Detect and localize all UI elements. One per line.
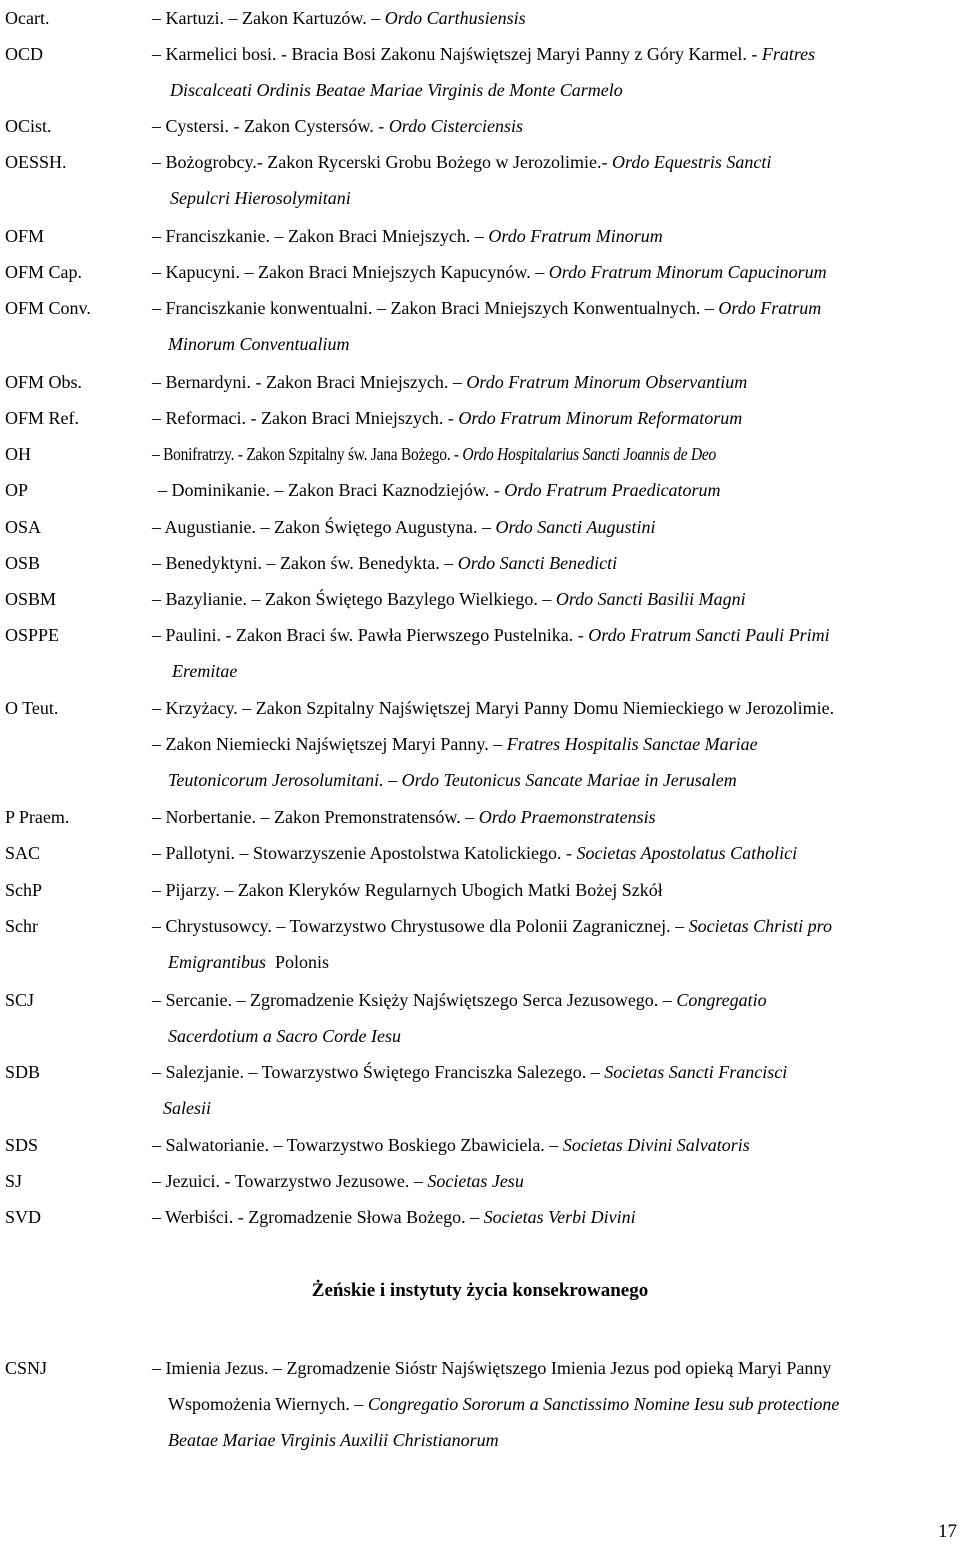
entry-abbreviation: OFM xyxy=(5,226,45,246)
entry-description-line xyxy=(168,1422,499,1458)
entry-description-line xyxy=(168,944,329,980)
polish-text: – Krzyżacy. – Zakon Szpitalny Najświętszej Maryi Panny Domu Niemieckiego w Jerozolimie. xyxy=(152,698,835,718)
entry-abbreviation: OSPPE xyxy=(5,625,60,645)
entry-description-line xyxy=(152,872,663,908)
polish-text: – Kartuzi. – Zakon Kartuzów. – xyxy=(152,8,385,28)
entry-abbreviation: SchP xyxy=(5,880,43,900)
polish-text: – Bernardyni. - Zakon Braci Mniejszych. – xyxy=(152,372,467,392)
polish-text: – Salwatorianie. – Towarzystwo Boskiego Zbawiciela. – xyxy=(152,1135,563,1155)
latin-name: Ordo Fratrum Sancti Pauli Primi xyxy=(588,625,830,645)
entry-row xyxy=(0,835,960,871)
entry-abbreviation: O Teut. xyxy=(5,698,59,718)
latin-name: Societas Christi pro xyxy=(688,916,833,936)
latin-name: Ordo Sancti Basilii Magni xyxy=(555,589,746,609)
entry-row xyxy=(0,1199,960,1235)
latin-name: Societas Jesu xyxy=(427,1171,524,1191)
polish-text-tail: Polonis xyxy=(266,952,330,972)
entry-row xyxy=(0,472,960,508)
latin-name: Minorum Conventualium xyxy=(168,334,350,354)
entry-row xyxy=(0,982,960,1046)
latin-name: Societas Divini Salvatoris xyxy=(562,1135,750,1155)
entry-row xyxy=(0,400,960,436)
polish-text: Wspomożenia Wiernych. – xyxy=(168,1394,368,1414)
entry-row xyxy=(0,617,960,681)
entry-description-line xyxy=(152,1199,636,1235)
entry-description-line xyxy=(152,1163,524,1199)
entry-abbreviation: OCD xyxy=(5,44,44,64)
latin-name: Discalceati Ordinis Beatae Mariae Virginis de Monte Carmelo xyxy=(170,80,623,100)
latin-name: Societas Verbi Divini xyxy=(483,1207,636,1227)
entry-description-line xyxy=(168,1386,839,1422)
latin-name: Ordo Carthusiensis xyxy=(384,8,526,28)
entry-description-line xyxy=(172,653,237,689)
entry-description-line xyxy=(152,1350,831,1386)
latin-name: Ordo Praemonstratensis xyxy=(478,807,656,827)
polish-text: – Benedyktyni. – Zakon św. Benedykta. – xyxy=(152,553,458,573)
entry-abbreviation: Schr xyxy=(5,916,38,936)
entry-description-line xyxy=(152,436,716,472)
entry-abbreviation: SJ xyxy=(5,1171,23,1191)
latin-name: Fratres xyxy=(761,44,816,64)
latin-name: Eremitae xyxy=(172,661,238,681)
entry-description-line xyxy=(170,72,623,108)
entry-abbreviation: OFM Ref. xyxy=(5,408,80,428)
latin-name: Emigrantibus xyxy=(168,952,267,972)
polish-text: – Werbiści. - Zgromadzenie Słowa Bożego. – xyxy=(152,1207,484,1227)
entry-abbreviation: SAC xyxy=(5,843,41,863)
entry-description-line xyxy=(152,1054,787,1090)
entry-row xyxy=(0,36,960,100)
polish-text: – Imienia Jezus. – Zgromadzenie Sióstr Najświętszego Imienia Jezus pod opieką Maryi Panny xyxy=(152,1358,832,1378)
latin-name: Ordo Fratrum Praedicatorum xyxy=(504,480,721,500)
entry-row xyxy=(0,144,960,208)
latin-name: Ordo Fratrum xyxy=(718,298,822,318)
entry-description-line xyxy=(152,218,663,254)
entry-description-line xyxy=(152,364,747,400)
latin-name: Congregatio Sororum a Sanctissimo Nomine Iesu sub protectione xyxy=(367,1394,840,1414)
polish-text: – Paulini. - Zakon Braci św. Pawła Pierwszego Pustelnika. - xyxy=(152,625,589,645)
entry-row xyxy=(0,364,960,400)
latin-name: Societas Apostolatus Catholici xyxy=(576,843,798,863)
entry-description-line xyxy=(152,108,523,144)
entry-row xyxy=(0,799,960,835)
entry-description-line xyxy=(152,545,617,581)
polish-text: – Franciszkanie konwentualni. – Zakon Braci Mniejszych Konwentualnych. – xyxy=(152,298,719,318)
polish-text: – Salezjanie. – Towarzystwo Świętego Franciszka Salezego. – xyxy=(152,1062,605,1082)
entry-description-line xyxy=(152,290,821,326)
latin-name: Salesii xyxy=(163,1098,211,1118)
entry-row xyxy=(0,690,960,790)
polish-text: – Karmelici bosi. - Bracia Bosi Zakonu Najświętszej Maryi Panny z Góry Karmel. - xyxy=(152,44,762,64)
latin-name: Sepulcri Hierosolymitani xyxy=(170,188,351,208)
polish-text: – Bazylianie. – Zakon Świętego Bazylego Wielkiego. – xyxy=(152,589,556,609)
entry-abbreviation: P Praem. xyxy=(5,807,70,827)
entry-row xyxy=(0,1163,960,1199)
polish-text: – Pallotyni. – Stowarzyszenie Apostolstwa Katolickiego. - xyxy=(152,843,577,863)
entry-description-line xyxy=(152,509,655,545)
entry-description-line xyxy=(152,726,758,762)
entry-row xyxy=(0,0,960,36)
entry-row xyxy=(0,908,960,972)
entry-abbreviation: SVD xyxy=(5,1207,42,1227)
polish-text: – Chrystusowcy. – Towarzystwo Chrystusowe dla Polonii Zagranicznej. – xyxy=(152,916,689,936)
entry-row xyxy=(0,872,960,908)
latin-name: Congregatio xyxy=(676,990,767,1010)
polish-text: – Norbertanie. – Zakon Premonstratensów. – xyxy=(152,807,479,827)
latin-name: Sacerdotium a Sacro Corde Iesu xyxy=(168,1026,401,1046)
latin-name: Ordo Sancti Benedicti xyxy=(457,553,618,573)
polish-text: – Bożogrobcy.- Zakon Rycerski Grobu Bożego w Jerozolimie.- xyxy=(152,152,612,172)
polish-text: – Sercanie. – Zgromadzenie Księży Najświętszego Serca Jezusowego. – xyxy=(152,990,677,1010)
latin-name: Ordo Cisterciensis xyxy=(388,116,523,136)
polish-text: – Reformaci. - Zakon Braci Mniejszych. - xyxy=(152,408,459,428)
entry-abbreviation: OFM Conv. xyxy=(5,298,91,318)
entry-description-line xyxy=(152,982,767,1018)
entry-abbreviation: SCJ xyxy=(5,990,35,1010)
entry-row xyxy=(0,509,960,545)
polish-text: – Cystersi. - Zakon Cystersów. - xyxy=(152,116,389,136)
entry-abbreviation: OFM Obs. xyxy=(5,372,83,392)
entry-abbreviation: CSNJ xyxy=(5,1358,48,1378)
entry-abbreviation: OH xyxy=(5,444,31,464)
entry-description-line xyxy=(152,581,746,617)
polish-text: – Pijarzy. – Zakon Kleryków Regularnych Ubogich Matki Bożej Szkół xyxy=(152,880,663,900)
latin-name: Teutonicorum Jerosolumitani. – Ordo Teutonicus Sancate Mariae in Jerusalem xyxy=(168,770,737,790)
entry-row xyxy=(0,545,960,581)
latin-name: Ordo Fratrum Minorum Capucinorum xyxy=(548,262,827,282)
latin-name: Beatae Mariae Virginis Auxilii Christianorum xyxy=(168,1430,499,1450)
entry-description-line xyxy=(152,1127,750,1163)
entry-description-line xyxy=(158,472,721,508)
latin-name: Ordo Fratrum Minorum Reformatorum xyxy=(458,408,743,428)
entry-row xyxy=(0,218,960,254)
entry-description-line xyxy=(163,1090,211,1126)
polish-text: – Augustianie. – Zakon Świętego Augustyna. – xyxy=(152,517,496,537)
entry-row xyxy=(0,436,960,472)
entry-abbreviation: OCist. xyxy=(5,116,52,136)
entry-description-line xyxy=(152,908,832,944)
entry-description-line xyxy=(152,144,771,180)
entry-row xyxy=(0,1350,960,1450)
entry-row xyxy=(0,108,960,144)
entry-description-line xyxy=(168,326,350,362)
entry-description-line xyxy=(152,0,526,36)
entry-description-line xyxy=(152,799,656,835)
entry-abbreviation: SDS xyxy=(5,1135,39,1155)
latin-name: Ordo Hospitalarius Sancti Joannis de Deo xyxy=(462,444,716,464)
entry-description-line xyxy=(152,254,827,290)
entry-description-line xyxy=(152,400,742,436)
entry-row xyxy=(0,1127,960,1163)
entry-description-line xyxy=(152,690,834,726)
latin-name: Fratres Hospitalis Sanctae Mariae xyxy=(506,734,758,754)
entry-abbreviation: OSA xyxy=(5,517,42,537)
entry-description-line xyxy=(170,180,351,216)
latin-name: Ordo Equestris Sancti xyxy=(612,152,772,172)
entry-row xyxy=(0,1054,960,1118)
entry-abbreviation: OSBM xyxy=(5,589,57,609)
latin-name: Ordo Sancti Augustini xyxy=(495,517,656,537)
polish-text: – Zakon Niemiecki Najświętszej Maryi Panny. – xyxy=(152,734,507,754)
latin-name: Ordo Fratrum Minorum Observantium xyxy=(466,372,748,392)
entry-description-line xyxy=(152,835,797,871)
entry-row xyxy=(0,290,960,354)
latin-name: Societas Sancti Francisci xyxy=(604,1062,788,1082)
polish-text: – Dominikanie. – Zakon Braci Kaznodziejów. - xyxy=(158,480,505,500)
entry-description-line xyxy=(152,36,815,72)
section-heading: Żeńskie i instytuty życia konsekrowanego xyxy=(311,1280,649,1301)
polish-text: – Jezuici. - Towarzystwo Jezusowe. – xyxy=(152,1171,428,1191)
entry-abbreviation: OSB xyxy=(5,553,41,573)
entry-description-line xyxy=(152,617,830,653)
entry-abbreviation: OFM Cap. xyxy=(5,262,83,282)
entry-abbreviation: OESSH. xyxy=(5,152,67,172)
polish-text: – Franciszkanie. – Zakon Braci Mniejszych. – xyxy=(152,226,489,246)
entry-abbreviation: OP xyxy=(5,480,29,500)
polish-text: – Kapucyni. – Zakon Braci Mniejszych Kapucynów. – xyxy=(152,262,549,282)
entry-row xyxy=(0,254,960,290)
latin-name: Ordo Fratrum Minorum xyxy=(488,226,663,246)
entry-description-line xyxy=(168,1018,401,1054)
entry-row xyxy=(0,581,960,617)
entry-description-line xyxy=(168,762,737,798)
entry-abbreviation: Ocart. xyxy=(5,8,50,28)
entry-abbreviation: SDB xyxy=(5,1062,41,1082)
polish-text: – Bonifratrzy. - Zakon Szpitalny św. Jana Bożego. - xyxy=(152,444,463,464)
page-number: 17 xyxy=(938,1521,957,1542)
